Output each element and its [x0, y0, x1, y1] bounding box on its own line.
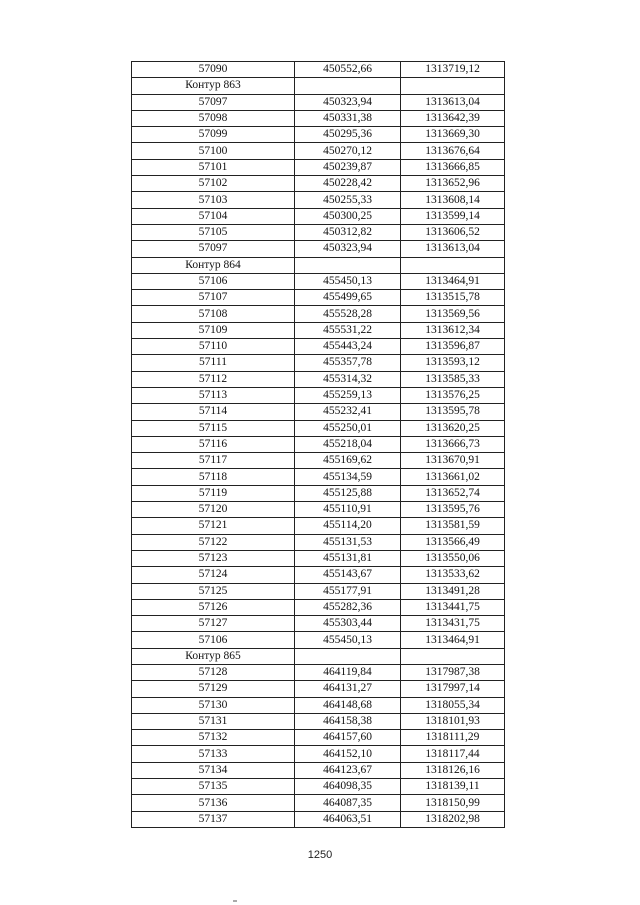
table-row — [132, 697, 505, 713]
y-coordinate-cell: 1313566,49 — [401, 534, 505, 550]
table-row — [132, 469, 505, 485]
table-row — [132, 176, 505, 192]
point-id-cell: 57097 — [132, 94, 295, 110]
point-id-cell: 57110 — [132, 339, 295, 355]
x-coordinate-cell: 455125,88 — [295, 485, 401, 501]
point-id-cell: 57090 — [132, 62, 295, 78]
y-coordinate-cell: 1318101,93 — [401, 713, 505, 729]
y-coordinate-cell: 1313719,12 — [401, 62, 505, 78]
x-coordinate-cell: 455450,13 — [295, 273, 401, 289]
y-coordinate-cell: 1313599,14 — [401, 208, 505, 224]
table-row — [132, 583, 505, 599]
point-id-cell: 57120 — [132, 502, 295, 518]
point-id-cell: 57112 — [132, 371, 295, 387]
x-coordinate-cell: 455218,04 — [295, 436, 401, 452]
x-coordinate-cell: 450239,87 — [295, 159, 401, 175]
x-coordinate-cell: 450312,82 — [295, 224, 401, 240]
table-row — [132, 159, 505, 175]
table-row — [132, 713, 505, 729]
point-id-cell: 57116 — [132, 436, 295, 452]
point-id-cell: 57129 — [132, 681, 295, 697]
point-id-cell: 57130 — [132, 697, 295, 713]
point-id-cell: 57127 — [132, 616, 295, 632]
point-id-cell: 57106 — [132, 273, 295, 289]
y-coordinate-cell: 1313585,33 — [401, 371, 505, 387]
point-id-cell: 57118 — [132, 469, 295, 485]
scan-speck — [233, 900, 237, 902]
table-row — [132, 322, 505, 338]
x-coordinate-cell: 455114,20 — [295, 518, 401, 534]
point-id-cell: 57119 — [132, 485, 295, 501]
table-row — [132, 387, 505, 403]
y-coordinate-cell: 1313652,96 — [401, 176, 505, 192]
point-id-cell: 57136 — [132, 795, 295, 811]
y-coordinate-cell: 1318126,16 — [401, 762, 505, 778]
y-coordinate-cell: 1318139,11 — [401, 779, 505, 795]
empty-cell — [401, 78, 505, 94]
x-coordinate-cell: 464131,27 — [295, 681, 401, 697]
x-coordinate-cell: 450331,38 — [295, 110, 401, 126]
table-row — [132, 306, 505, 322]
x-coordinate-cell: 450255,33 — [295, 192, 401, 208]
point-id-cell: 57122 — [132, 534, 295, 550]
x-coordinate-cell: 455177,91 — [295, 583, 401, 599]
x-coordinate-cell: 464098,35 — [295, 779, 401, 795]
x-coordinate-cell: 464123,67 — [295, 762, 401, 778]
point-id-cell: 57099 — [132, 127, 295, 143]
point-id-cell: 57135 — [132, 779, 295, 795]
contour-header-row — [132, 257, 505, 273]
table-row — [132, 420, 505, 436]
point-id-cell: 57113 — [132, 387, 295, 403]
x-coordinate-cell: 455528,28 — [295, 306, 401, 322]
point-id-cell: 57106 — [132, 632, 295, 648]
y-coordinate-cell: 1313550,06 — [401, 550, 505, 566]
table-row — [132, 681, 505, 697]
y-coordinate-cell: 1313464,91 — [401, 273, 505, 289]
x-coordinate-cell: 455443,24 — [295, 339, 401, 355]
point-id-cell: 57097 — [132, 241, 295, 257]
point-id-cell: 57115 — [132, 420, 295, 436]
table-row — [132, 518, 505, 534]
table-row — [132, 485, 505, 501]
contour-header-row — [132, 648, 505, 664]
x-coordinate-cell: 450270,12 — [295, 143, 401, 159]
x-coordinate-cell: 455134,59 — [295, 469, 401, 485]
point-id-cell: 57131 — [132, 713, 295, 729]
table-row — [132, 502, 505, 518]
table-row — [132, 632, 505, 648]
point-id-cell: 57100 — [132, 143, 295, 159]
x-coordinate-cell: 455131,53 — [295, 534, 401, 550]
y-coordinate-cell: 1313593,12 — [401, 355, 505, 371]
y-coordinate-cell: 1313576,25 — [401, 387, 505, 403]
y-coordinate-cell: 1313533,62 — [401, 567, 505, 583]
y-coordinate-cell: 1318117,44 — [401, 746, 505, 762]
y-coordinate-cell: 1317997,14 — [401, 681, 505, 697]
table-row — [132, 339, 505, 355]
x-coordinate-cell: 455250,01 — [295, 420, 401, 436]
x-coordinate-cell: 455110,91 — [295, 502, 401, 518]
x-coordinate-cell: 455131,81 — [295, 550, 401, 566]
y-coordinate-cell: 1313670,91 — [401, 453, 505, 469]
y-coordinate-cell: 1318202,98 — [401, 811, 505, 827]
coordinates-table-body — [132, 62, 505, 828]
y-coordinate-cell: 1313608,14 — [401, 192, 505, 208]
point-id-cell: 57137 — [132, 811, 295, 827]
table-row — [132, 290, 505, 306]
x-coordinate-cell: 455450,13 — [295, 632, 401, 648]
y-coordinate-cell: 1313661,02 — [401, 469, 505, 485]
y-coordinate-cell: 1313431,75 — [401, 616, 505, 632]
coordinates-table — [131, 61, 505, 828]
point-id-cell: 57126 — [132, 599, 295, 615]
y-coordinate-cell: 1318111,29 — [401, 730, 505, 746]
table-row — [132, 779, 505, 795]
x-coordinate-cell: 464063,51 — [295, 811, 401, 827]
table-row — [132, 355, 505, 371]
contour-label: Контур 863 — [132, 78, 295, 94]
point-id-cell: 57103 — [132, 192, 295, 208]
y-coordinate-cell: 1318055,34 — [401, 697, 505, 713]
table-row — [132, 811, 505, 827]
point-id-cell: 57107 — [132, 290, 295, 306]
y-coordinate-cell: 1313613,04 — [401, 94, 505, 110]
x-coordinate-cell: 464157,60 — [295, 730, 401, 746]
table-row — [132, 62, 505, 78]
point-id-cell: 57105 — [132, 224, 295, 240]
x-coordinate-cell: 455314,32 — [295, 371, 401, 387]
x-coordinate-cell: 455169,62 — [295, 453, 401, 469]
table-row — [132, 795, 505, 811]
y-coordinate-cell: 1313569,56 — [401, 306, 505, 322]
empty-cell — [401, 648, 505, 664]
table-row — [132, 567, 505, 583]
y-coordinate-cell: 1313491,28 — [401, 583, 505, 599]
y-coordinate-cell: 1313515,78 — [401, 290, 505, 306]
x-coordinate-cell: 450228,42 — [295, 176, 401, 192]
y-coordinate-cell: 1313666,73 — [401, 436, 505, 452]
table-row — [132, 208, 505, 224]
x-coordinate-cell: 464087,35 — [295, 795, 401, 811]
point-id-cell: 57133 — [132, 746, 295, 762]
x-coordinate-cell: 455143,67 — [295, 567, 401, 583]
table-row — [132, 127, 505, 143]
y-coordinate-cell: 1313612,34 — [401, 322, 505, 338]
x-coordinate-cell: 464148,68 — [295, 697, 401, 713]
x-coordinate-cell: 455499,65 — [295, 290, 401, 306]
table-row — [132, 143, 505, 159]
y-coordinate-cell: 1317987,38 — [401, 664, 505, 680]
y-coordinate-cell: 1313620,25 — [401, 420, 505, 436]
point-id-cell: 57121 — [132, 518, 295, 534]
contour-label: Контур 864 — [132, 257, 295, 273]
y-coordinate-cell: 1313613,04 — [401, 241, 505, 257]
x-coordinate-cell: 450323,94 — [295, 241, 401, 257]
table-row — [132, 730, 505, 746]
table-row — [132, 616, 505, 632]
x-coordinate-cell: 450295,36 — [295, 127, 401, 143]
y-coordinate-cell: 1313652,74 — [401, 485, 505, 501]
point-id-cell: 57108 — [132, 306, 295, 322]
table-row — [132, 241, 505, 257]
empty-cell — [401, 257, 505, 273]
point-id-cell: 57125 — [132, 583, 295, 599]
point-id-cell: 57101 — [132, 159, 295, 175]
table-row — [132, 599, 505, 615]
y-coordinate-cell: 1313464,91 — [401, 632, 505, 648]
x-coordinate-cell: 455531,22 — [295, 322, 401, 338]
y-coordinate-cell: 1318150,99 — [401, 795, 505, 811]
contour-header-row — [132, 78, 505, 94]
y-coordinate-cell: 1313595,78 — [401, 404, 505, 420]
table-row — [132, 534, 505, 550]
point-id-cell: 57114 — [132, 404, 295, 420]
table-row — [132, 371, 505, 387]
table-row — [132, 453, 505, 469]
page-number: 1250 — [307, 849, 333, 861]
empty-cell — [295, 648, 401, 664]
x-coordinate-cell: 455232,41 — [295, 404, 401, 420]
table-row — [132, 110, 505, 126]
y-coordinate-cell: 1313669,30 — [401, 127, 505, 143]
x-coordinate-cell: 455303,44 — [295, 616, 401, 632]
y-coordinate-cell: 1313606,52 — [401, 224, 505, 240]
point-id-cell: 57102 — [132, 176, 295, 192]
contour-label: Контур 865 — [132, 648, 295, 664]
empty-cell — [295, 257, 401, 273]
x-coordinate-cell: 464158,38 — [295, 713, 401, 729]
y-coordinate-cell: 1313666,85 — [401, 159, 505, 175]
table-row — [132, 224, 505, 240]
y-coordinate-cell: 1313596,87 — [401, 339, 505, 355]
point-id-cell: 57104 — [132, 208, 295, 224]
point-id-cell: 57098 — [132, 110, 295, 126]
x-coordinate-cell: 450552,66 — [295, 62, 401, 78]
y-coordinate-cell: 1313642,39 — [401, 110, 505, 126]
point-id-cell: 57132 — [132, 730, 295, 746]
table-row — [132, 762, 505, 778]
table-row — [132, 94, 505, 110]
table-row — [132, 273, 505, 289]
point-id-cell: 57109 — [132, 322, 295, 338]
point-id-cell: 57128 — [132, 664, 295, 680]
x-coordinate-cell: 464152,10 — [295, 746, 401, 762]
table-row — [132, 664, 505, 680]
table-row — [132, 436, 505, 452]
table-row — [132, 746, 505, 762]
point-id-cell: 57123 — [132, 550, 295, 566]
x-coordinate-cell: 450300,25 — [295, 208, 401, 224]
empty-cell — [295, 78, 401, 94]
table-row — [132, 550, 505, 566]
x-coordinate-cell: 464119,84 — [295, 664, 401, 680]
point-id-cell: 57124 — [132, 567, 295, 583]
y-coordinate-cell: 1313441,75 — [401, 599, 505, 615]
table-row — [132, 192, 505, 208]
point-id-cell: 57134 — [132, 762, 295, 778]
x-coordinate-cell: 455259,13 — [295, 387, 401, 403]
table-row — [132, 404, 505, 420]
x-coordinate-cell: 455282,36 — [295, 599, 401, 615]
point-id-cell: 57117 — [132, 453, 295, 469]
y-coordinate-cell: 1313581,59 — [401, 518, 505, 534]
y-coordinate-cell: 1313676,64 — [401, 143, 505, 159]
y-coordinate-cell: 1313595,76 — [401, 502, 505, 518]
x-coordinate-cell: 450323,94 — [295, 94, 401, 110]
point-id-cell: 57111 — [132, 355, 295, 371]
x-coordinate-cell: 455357,78 — [295, 355, 401, 371]
